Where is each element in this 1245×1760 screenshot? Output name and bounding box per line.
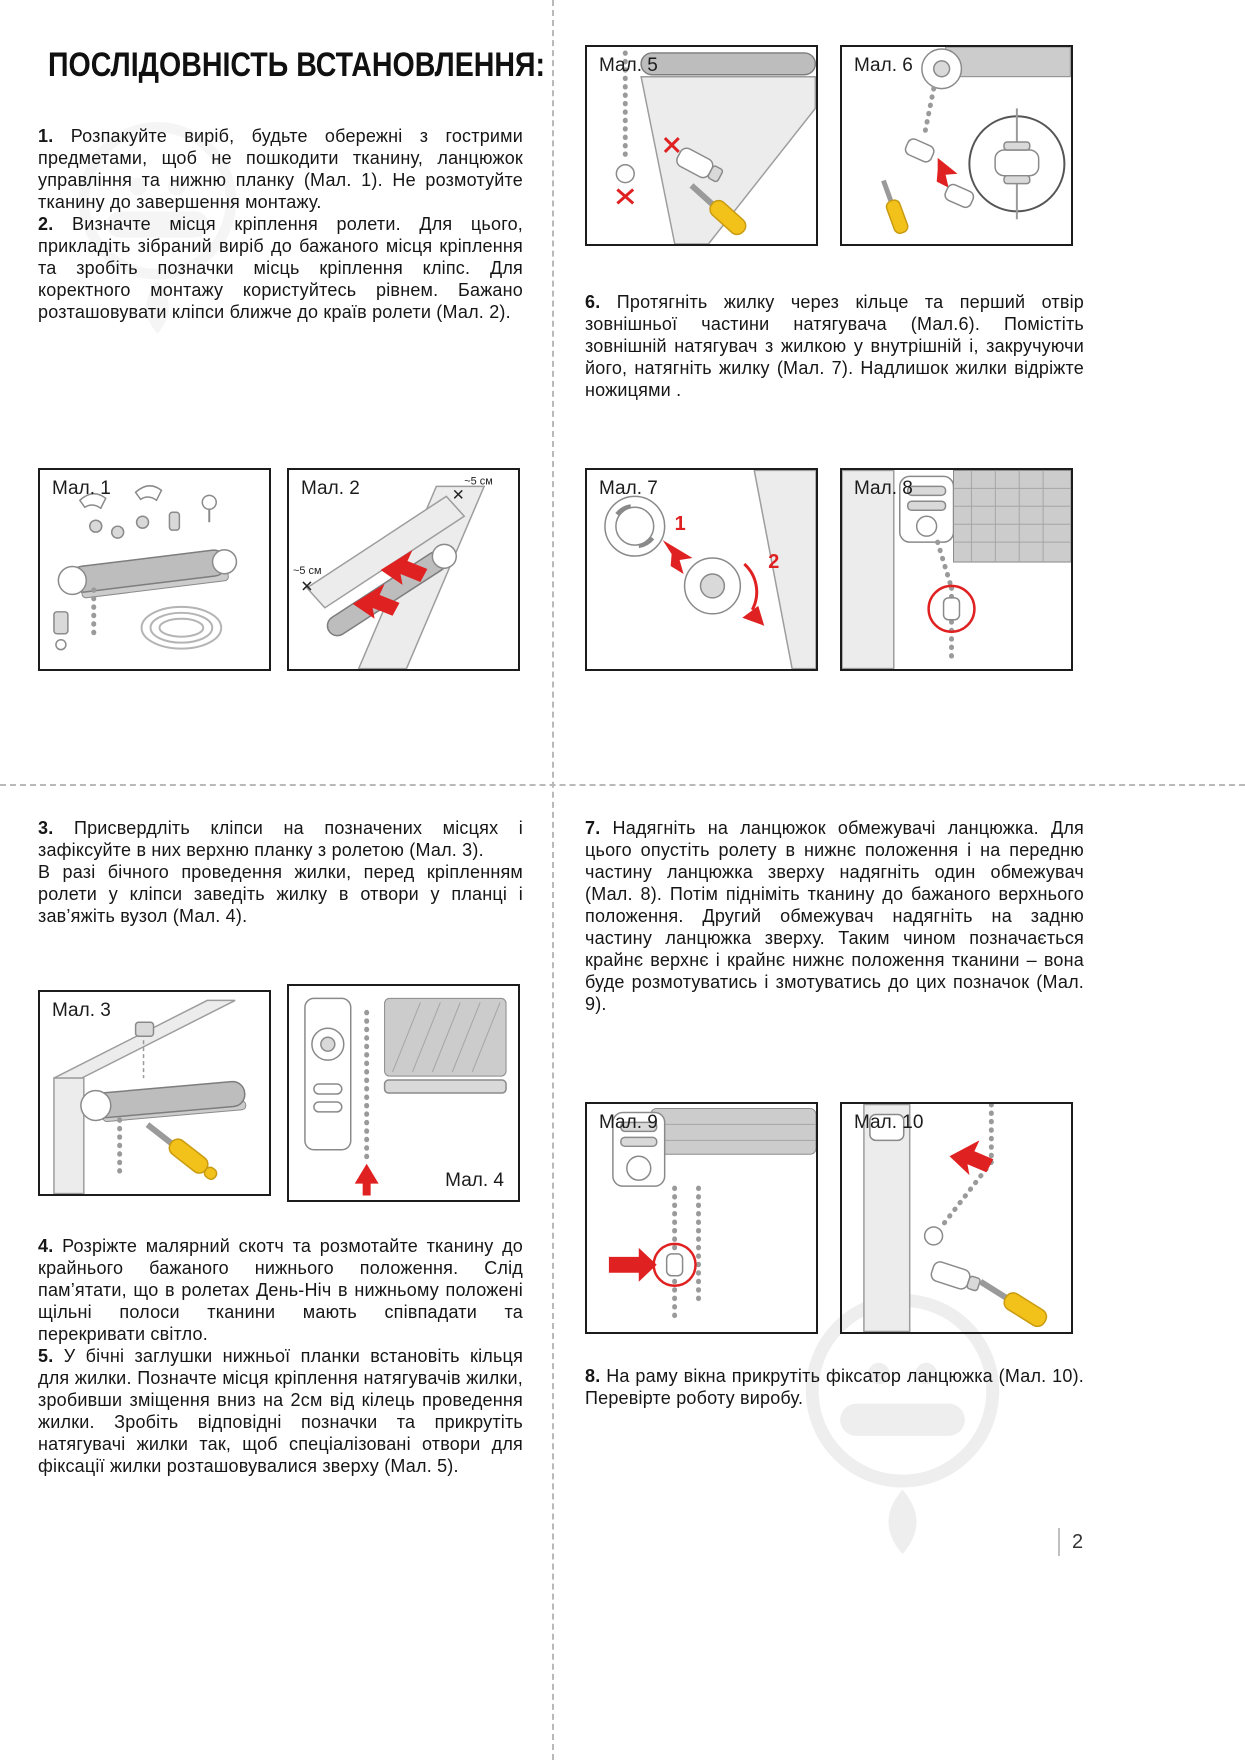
cut-line-vertical: [552, 0, 554, 1760]
figure-label: Мал. 2: [301, 478, 360, 499]
step-1-text: Розпакуйте виріб, будьте обережні з гострими предметами, щоб не пошкодити тканину, ланцюжок управління та нижню планку (Мал. 1). Не розмотуйте тканину до завершення монтажу.: [38, 126, 523, 212]
step-2-number: 2.: [38, 213, 54, 234]
step-7-number: 7.: [585, 818, 601, 838]
step-4: [38, 1236, 523, 1346]
bead-chain: [938, 542, 952, 588]
instructions-step-6: [585, 292, 1084, 402]
step-6-number: 6.: [585, 292, 601, 312]
instructions-step-7: [585, 818, 1084, 1016]
step-3-text: Присвердліть кліпси на позначених місцях і зафіксуйте в них верхню планку з ролетою (Мал. 3).: [38, 818, 524, 860]
figure-mal-9: [585, 1102, 818, 1334]
page-footer: [1058, 1528, 1083, 1556]
chain-stop: [944, 598, 960, 620]
step-2-text: Визначте місця кріплення ролети. Для цього, прикладіть зібраний виріб до бажаного місця кріплення та зробіть позначки місць кріплення кліпс. Для коректного монтажу користуйтесь рівнем. Бажано розташовувати кліпси ближче до країв ролети (Мал. 2).: [38, 213, 523, 322]
chain-fixator: [930, 1260, 983, 1294]
instructions-steps-4-5: [38, 1236, 523, 1477]
screwdriver-icon: [143, 1118, 221, 1184]
screwdriver-icon: [877, 178, 909, 235]
wire-ring: [925, 1227, 943, 1245]
figure-mal-6: [840, 45, 1073, 246]
step-3b-text: В разі бічного проведення жилки, перед кріпленням ролети у кліпси заведіть жилку в отвори у планці і зав’яжіть вузол (Мал. 4).: [38, 861, 523, 926]
side-clip: [54, 612, 68, 650]
figure-label: Мал. 8: [854, 478, 913, 499]
figure-4-illustration: [289, 986, 518, 1200]
figure-mal-7: [585, 468, 818, 671]
step-4-text: Розріжте малярний скотч та розмотайте тканину до крайнього бажаного нижнього положення. Слід пам’ятати, що в ролетах День-Ніч в нижньому положені щільні полоси тканини мають співпадати та перекривати світло.: [38, 1236, 524, 1344]
step-5-number: 5.: [38, 1345, 54, 1366]
red-arrow: [609, 1248, 657, 1282]
roller-tube: [641, 53, 815, 75]
red-arrow: [355, 1164, 379, 1196]
figure-mal-5: [585, 45, 818, 246]
figure-mal-4: [287, 984, 520, 1202]
roller-assembly: [80, 1078, 246, 1124]
step-marker-2: 2: [768, 551, 780, 574]
dimension-left-label: ~5 см: [292, 564, 322, 577]
step-7: [585, 818, 1084, 1016]
figure-label: Мал. 4: [445, 1170, 504, 1191]
cut-line-horizontal: [0, 784, 1245, 786]
figure-label: Мал. 1: [52, 478, 111, 499]
figure-mal-8: [840, 468, 1073, 671]
red-arrow: [663, 540, 693, 574]
figure-label: Мал. 6: [854, 55, 913, 76]
wire-ring: [616, 165, 634, 183]
tensioner-disc-outer: [605, 496, 665, 556]
dimension-top-label: ~5 см: [464, 475, 493, 488]
detail-inset: [969, 108, 1064, 219]
red-arrow: [937, 158, 958, 188]
step-8-text: На раму вікна прикрутіть фіксатор ланцюжка (Мал. 10). Перевірте роботу виробу.: [585, 1366, 1084, 1408]
red-cross: [617, 190, 633, 204]
tensioner-outer: [904, 137, 936, 164]
bead-chain: [924, 89, 934, 138]
page-number: 2: [1072, 1530, 1084, 1553]
instructions-steps-1-2: [38, 126, 523, 324]
figure-label: Мал. 10: [854, 1112, 924, 1133]
figure-mal-2: [287, 468, 520, 671]
step-6: [585, 292, 1084, 402]
step-5: [38, 1346, 523, 1478]
step-6-text: Протягніть жилку через кільце та перший отвір зовнішньої частини натягувача (Мал.6). Помістіть зовнішній натягувач з жилкою у внутрішній і, закручуючи його, натягніть жилку (Мал. 7). Надлишок жилки відріжте ножицями .: [585, 292, 1084, 400]
figure-mal-10: [840, 1102, 1073, 1334]
red-arrow: [950, 1140, 994, 1175]
instructions-step-8: [585, 1366, 1084, 1410]
window-frame: [754, 470, 816, 668]
instructions-step-3: [38, 818, 523, 928]
red-rotation-arrow: [744, 564, 756, 610]
chain-stop: [667, 1254, 683, 1276]
tensioner-disc-inner: [685, 558, 741, 614]
step-2: [38, 214, 523, 324]
figure-10-illustration: [842, 1104, 1071, 1332]
step-8: [585, 1366, 1084, 1410]
figure-label: Мал. 3: [52, 1000, 111, 1021]
wall: [842, 470, 894, 668]
step-5-text: У бічні заглушки нижньої планки встановіть кільця для жилки. Позначте місця кріплення натягувачів жилки, зробивши зміщення вниз на 2см від кілець проведення жилки. Зробіть відповідні позначки та прикрутіть натягувачі жилки так, щоб спеціалізовані отвори для фіксації жилки розташовувалися зверху (Мал. 5).: [38, 1345, 524, 1476]
roller-end: [922, 47, 1070, 89]
figure-9-illustration: [587, 1104, 816, 1332]
step-8-number: 8.: [585, 1366, 601, 1386]
tensioner-inner: [943, 183, 975, 210]
step-marker-1: 1: [674, 513, 686, 536]
figure-mal-1: [38, 468, 271, 671]
page-title: ПОСЛІДОВНІСТЬ ВСТАНОВЛЕННЯ:: [48, 46, 546, 84]
figure-mal-3: [38, 990, 271, 1196]
step-3: [38, 818, 523, 862]
footer-divider: [1058, 1528, 1060, 1556]
figure-3-illustration: [40, 992, 269, 1194]
roller-assembly: [57, 546, 239, 600]
screwdriver-icon: [976, 1274, 1050, 1329]
fabric-panel: [954, 470, 1071, 562]
figure-label: Мал. 7: [599, 478, 658, 499]
step-1-number: 1.: [38, 126, 54, 146]
fabric-roll: [385, 998, 506, 1093]
clip: [136, 1022, 154, 1036]
wire-coil: [142, 607, 222, 649]
figure-label: Мал. 9: [599, 1112, 658, 1133]
step-3-number: 3.: [38, 818, 54, 838]
step-4-number: 4.: [38, 1236, 54, 1256]
step-7-text: Надягніть на ланцюжок обмежувачі ланцюжка. Для цього опустіть ролету в нижнє положення і на передню частину ланцюжка зверху надягніть один обмежувач (Мал. 8). Потім підніміть тканину до бажаного верхнього положення. Другий обмежувач надягніть на задню частину ланцюжка зверху. Таким чином позначається крайнє верхнє і крайнє нижнє положення тканини – вона буде розмотуватись і змотуватись до цих позначок (Мал. 9).: [585, 818, 1085, 1014]
side-bracket: [305, 998, 351, 1149]
figure-label: Мал. 5: [599, 55, 658, 76]
step-1: [38, 126, 523, 214]
step-3-continued: [38, 862, 523, 928]
